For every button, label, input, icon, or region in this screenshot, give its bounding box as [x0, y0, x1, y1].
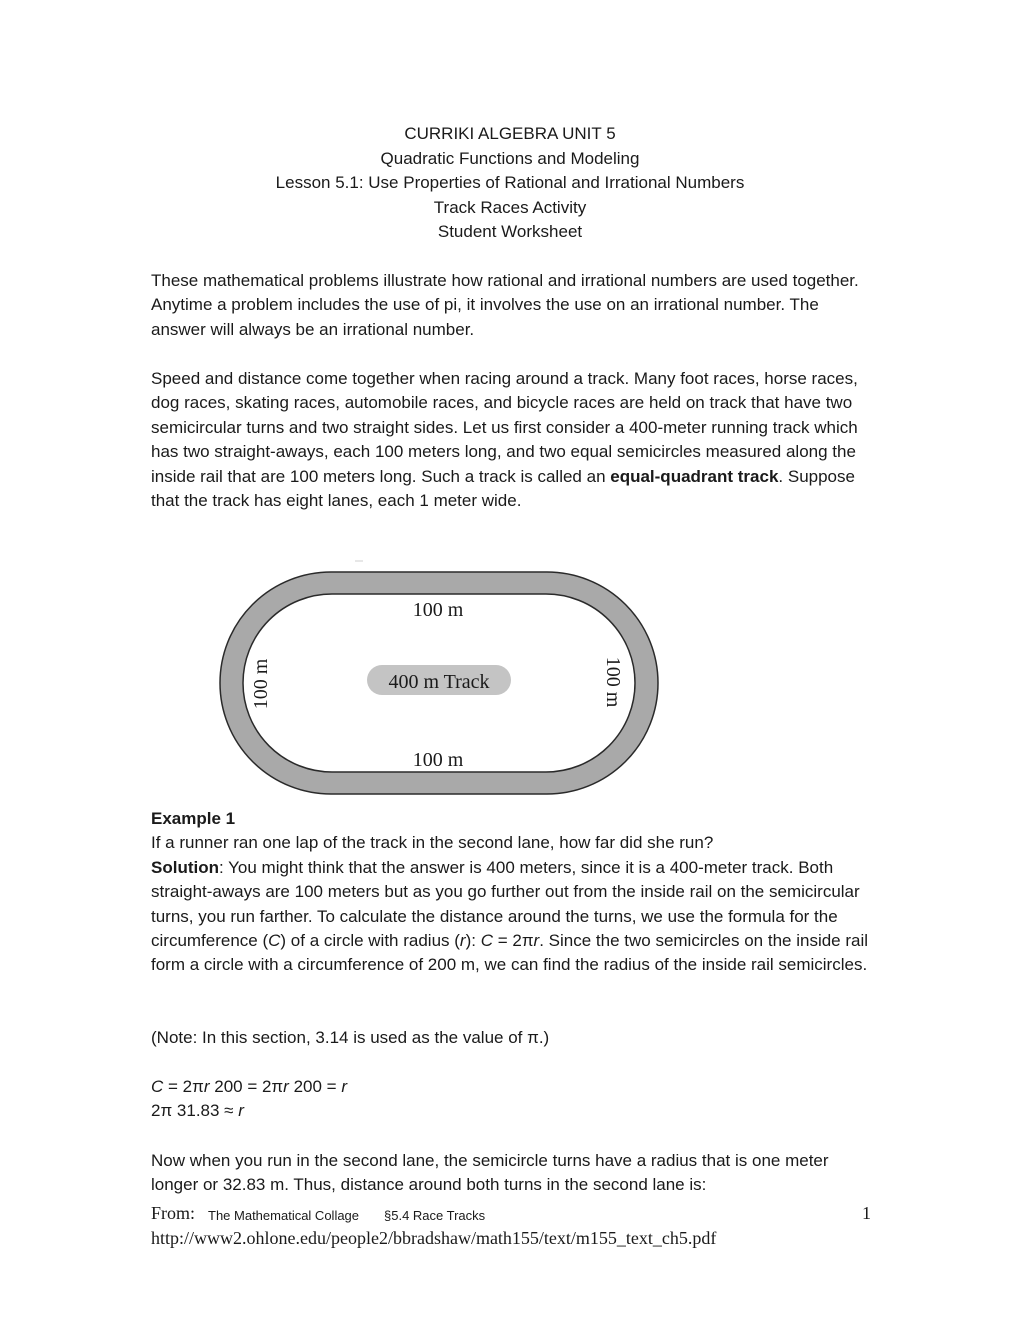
footer-from: From: [151, 1203, 196, 1223]
track-paragraph [151, 367, 875, 513]
header-unit: CURRIKI ALGEBRA UNIT 5 [404, 124, 616, 143]
header-worksheet: Student Worksheet [437, 222, 583, 242]
example-question: If a runner ran one lap of the track in the second lane, how far did she run? [151, 833, 714, 853]
bottom-straight-label: 100 m [412, 749, 464, 771]
worksheet-header [0, 122, 1020, 245]
track-text-before: Speed and distance come together when racing around a track. Many foot races, horse races, dog races, skating races, automobile races, and bicycle races are held on track that have two semicircular turns and two straight sides. Let us first consider a 400-meter running track which has two straight-aways, each 100 meters long, and two equal semicircles measured along the inside rail that are 100 meters long. Such a track is called an [151, 369, 858, 486]
center-track-label: 400 m Track [388, 671, 490, 693]
second-lane-paragraph: Now when you run in the second lane, the semicircle turns have a radius that is one meter longer or 32.83 m. Thus, distance around both turns in the second lane is: [151, 1151, 829, 1195]
header-topic: Quadratic Functions and Modeling [380, 148, 640, 168]
footer [151, 1203, 875, 1227]
example-1 [151, 807, 875, 978]
header-lesson: Lesson 5.1: Use Properties of Rational and Irrational Numbers [275, 173, 745, 193]
header-activity: Track Races Activity [433, 197, 587, 217]
intro-paragraph: These mathematical problems illustrate how rational and irrational numbers are used together. Anytime a problem includes the use of pi, it involves the use on an irrational number. The answer will always be an irrational number. [151, 271, 859, 339]
example-solution: Solution: You might think that the answer is 400 meters, since it is a 400-meter track. Both straight-aways are 100 meters but as you go further out from the inside rail on the semicircular turns, you run farther. To calculate the distance around the turns, we use the formula for the circumference (C) of a circle with radius (r): C = 2πr. Since the two semicircles on the inside rail form a circle with a circumference of 200 m, we can find the radius of the inside rail semicircles. [151, 857, 869, 975]
circumference-equation: C = 2πr 200 = 2πr 200 = r 2π 31.83 ≈ r [151, 1077, 347, 1121]
right-turn-label: 100 m [602, 656, 624, 708]
track-text-after: . Suppose that the track has eight lanes, each 1 meter wide. [151, 466, 855, 511]
left-turn-label: 100 m [250, 658, 272, 710]
footer-section: §5.4 Race Tracks [384, 1208, 486, 1223]
pi-note: (Note: In this section, 3.14 is used as the value of π.) [151, 1028, 550, 1047]
track-figure [216, 558, 662, 798]
page-number: 1 [862, 1203, 871, 1223]
top-straight-label: 100 m [412, 599, 464, 621]
equal-quadrant-term: equal-quadrant track [610, 466, 779, 486]
footer-source: The Mathematical Collage [208, 1208, 360, 1223]
example-title: Example 1 [151, 809, 236, 828]
footer-url: http://www2.ohlone.edu/people2/bbradshaw/math155/text/m155_text_ch5.pdf [151, 1228, 717, 1248]
